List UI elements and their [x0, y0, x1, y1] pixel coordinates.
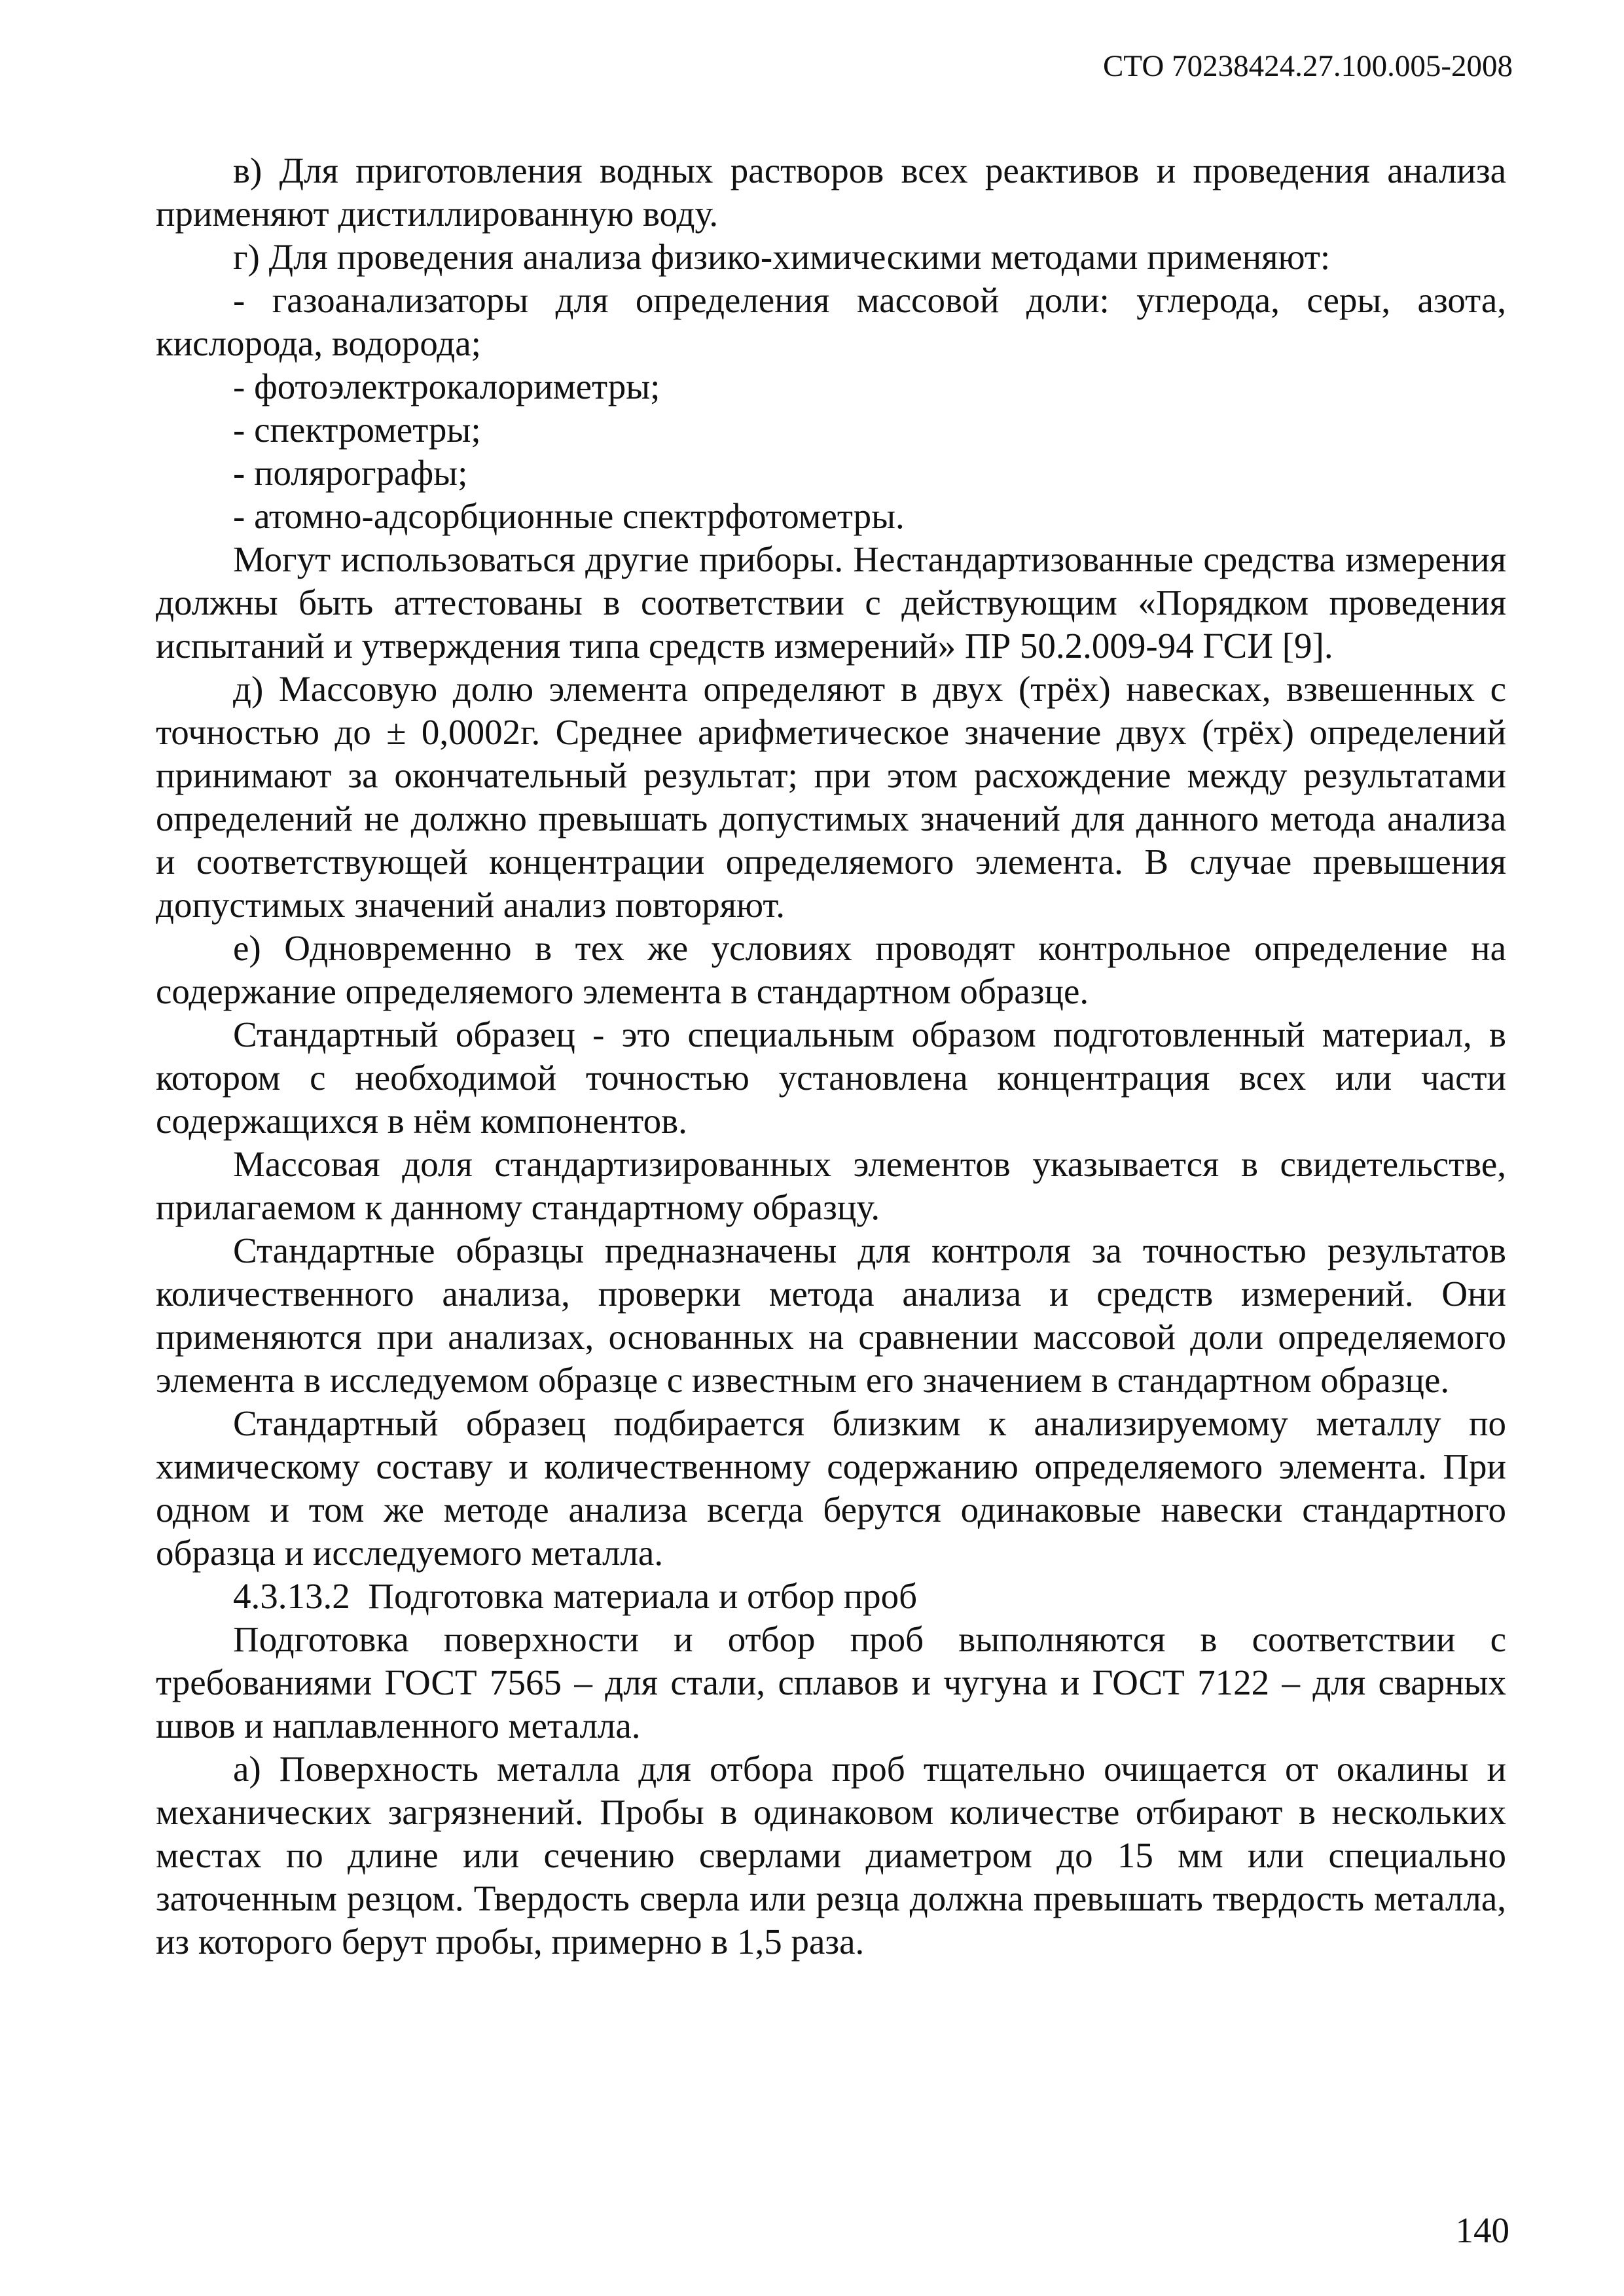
- list-item-spectrophotometers: - атомно-адсорбционные спектрфотометры.: [233, 496, 905, 536]
- list-item-spectrometers: - спектрометры;: [233, 410, 481, 450]
- list-item-polarographs: - полярографы;: [233, 453, 468, 493]
- list-item-photocolorimeters: - фотоэлектрокалориметры;: [233, 367, 660, 406]
- paragraph-other-instruments: Могут использоваться другие приборы. Нестандартизованные средства измерения должны быть аттестованы в соответствии с действующим «Порядком проведения испытаний и утверждения типа средств измерений» ПР 50.2.009-94 ГСИ [9].: [156, 539, 1506, 666]
- paragraph-surface-preparation: а) Поверхность металла для отбора проб тщательно очищается от окалины и механических загрязнений. Пробы в одинаковом количестве отбирают в нескольких местах по длине или сечению сверлами диаметром до 15 мм или специально заточенным резцом. Твердость сверла или резца должна превышать твердость металла, из которого берут пробы, примерно в 1,5 раза.: [156, 1749, 1506, 1962]
- paragraph-standard-sample-definition: Стандартный образец - это специальным образом подготовленный материал, в котором с необходимой точностью установлена концентрация всех или части содержащихся в нём компонентов.: [156, 1014, 1506, 1141]
- list-item-gas-analyzers: - газоанализаторы для определения массовой доли: углерода, серы, азота, кислорода, водорода;: [156, 280, 1506, 363]
- paragraph-control-determination: е) Одновременно в тех же условиях проводят контрольное определение на содержание определяемого элемента в стандартном образце.: [156, 928, 1506, 1011]
- paragraph-methods-intro: г) Для проведения анализа физико-химическими методами применяют:: [233, 237, 1331, 277]
- paragraph-sampling-standards: Подготовка поверхности и отбор проб выполняются в соответствии с требованиями ГОСТ 7565 – для стали, сплавов и чугуна и ГОСТ 7122 – для сварных швов и наплавленного металла.: [156, 1619, 1506, 1746]
- document-code-header: СТО 70238424.27.100.005-2008: [1102, 49, 1513, 83]
- document-body: [156, 149, 1506, 1964]
- page-number: 140: [1455, 2210, 1509, 2250]
- section-heading-sampling: 4.3.13.2 Подготовка материала и отбор проб: [233, 1576, 918, 1616]
- paragraph-certificate: Массовая доля стандартизированных элементов указывается в свидетельстве, прилагаемом к данному стандартному образцу.: [156, 1144, 1506, 1227]
- paragraph-water: в) Для приготовления водных растворов всех реактивов и проведения анализа применяют дистиллированную воду.: [156, 151, 1506, 234]
- paragraph-standard-selection: Стандартный образец подбирается близким к анализируемому металлу по химическому составу и количественному содержанию определяемого элемента. При одном и том же методе анализа всегда берутся одинаковые навески стандартного образца и исследуемого металла.: [156, 1403, 1506, 1573]
- paragraph-mass-fraction: д) Массовую долю элемента определяют в двух (трёх) навесках, взвешенных с точностью до ± 0,0002г. Среднее арифметическое значение двух (трёх) определений принимают за окончательный результат; при этом расхождение между результатами определений не должно превышать допустимых значений для данного метода анализа и соответствующей концентрации определяемого элемента. В случае превышения допустимых значений анализ повторяют.: [156, 669, 1506, 925]
- paragraph-standard-purpose: Стандартные образцы предназначены для контроля за точностью результатов количественного анализа, проверки метода анализа и средств измерений. Они применяются при анализах, основанных на сравнении массовой доли определяемого элемента в исследуемом образце с известным его значением в стандартном образце.: [156, 1230, 1506, 1400]
